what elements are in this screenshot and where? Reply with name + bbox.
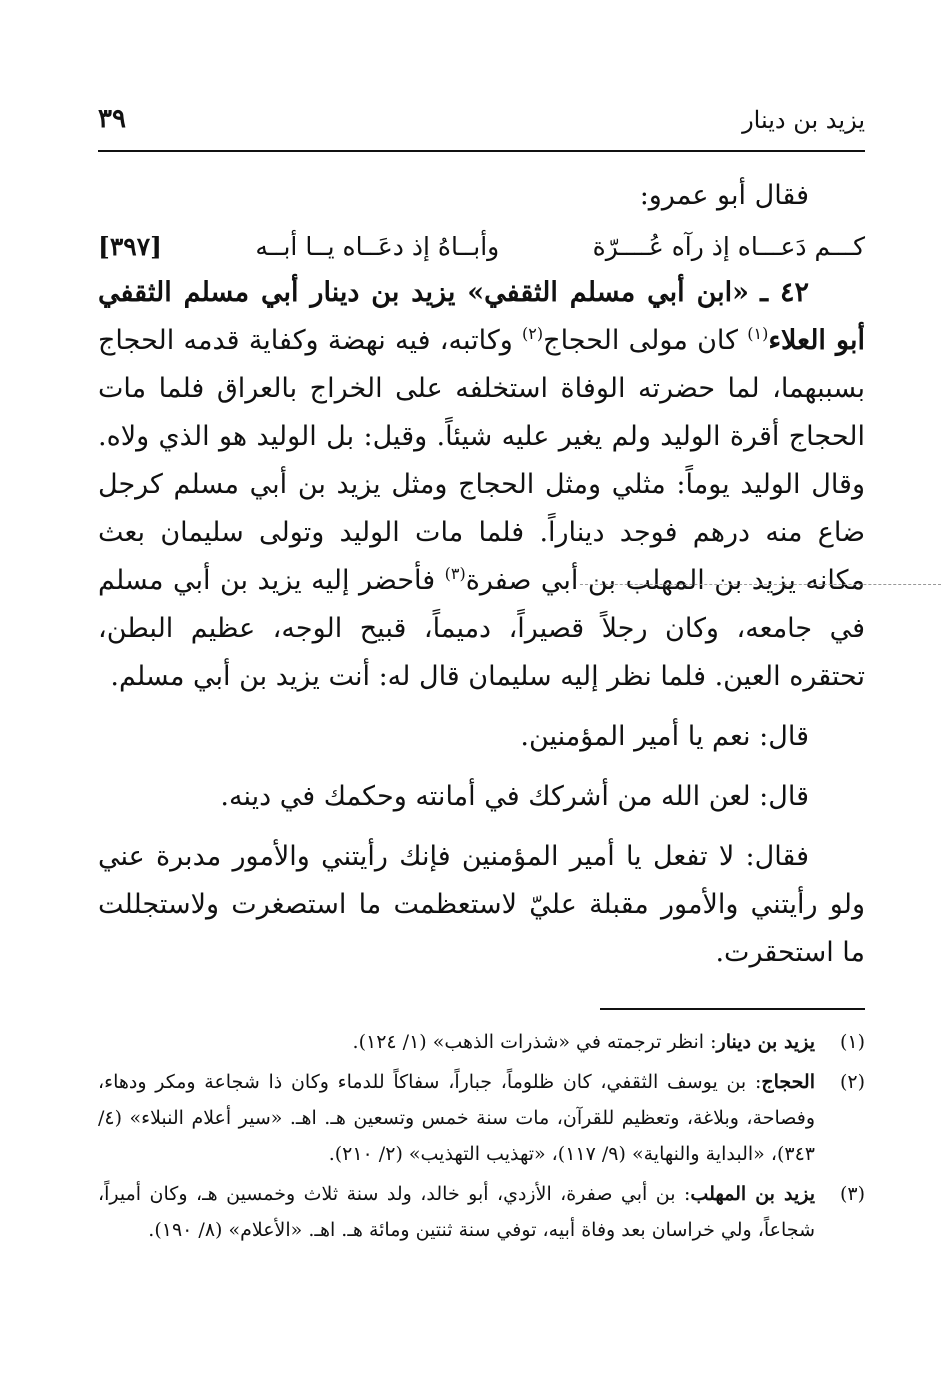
footnote-ref-3[interactable]: (٣) bbox=[444, 564, 466, 583]
verse-first-hemistich: كـــم دَعـــاه إذ رآه عُــــرّة bbox=[592, 232, 865, 261]
footnote-body: : بن أبي صفرة، الأزدي، أبو خالد، ولد سنة ثلاث وخمسين هـ، وكان أميراً، شجاعاً، ولي خراسان بعد وفاة أبيه، توفي سنة ثنتين ومائة هـ. اهـ. «الأعلام» (٨/ ١٩٠). bbox=[98, 1183, 815, 1241]
footnote-rule bbox=[600, 1008, 865, 1010]
running-header bbox=[98, 100, 865, 150]
entry-text-b: وكاتبه، فيه نهضة وكفاية قدمه الحجاج بسببهما، لما حضرته الوفاة استخلفه على الخراج بالعراق فلما مات الحجاج أقرة الوليد ولم يغير عليه شيئاً. وقيل: بل الوليد هو الذي ولاه. وقال الوليد يوماً: مثلي ومثل الحجاج ومثل يزيد بن أبي مسلم كرجل ضاع منه درهم فوجد ديناراً. فلما مات الوليد وتولى سليمان بعث مكانه يزيد بن المهلب بن أبي صفرة bbox=[98, 325, 865, 596]
footnote-text bbox=[98, 1024, 815, 1060]
page-number: ٣٩ bbox=[98, 104, 126, 134]
entry-paragraph bbox=[98, 269, 865, 701]
dialogue-line-2: قال: لعن الله من أشركك في أمانته وحكمك في دينه. bbox=[220, 781, 809, 812]
footnote-ref-1[interactable]: (١) bbox=[747, 324, 769, 343]
footnote bbox=[98, 1024, 865, 1060]
footnote-body: : انظر ترجمته في «شذرات الذهب» (١/ ١٢٤). bbox=[352, 1031, 717, 1053]
running-title: يزيد بن دينار bbox=[742, 106, 865, 134]
poetry-verse bbox=[98, 232, 865, 261]
footnote-name: الحجاج bbox=[761, 1071, 815, 1093]
entry-number: ٤٢ ـ bbox=[760, 277, 809, 308]
footnote-number: (٢) bbox=[839, 1071, 865, 1093]
dialogue-line-1: قال: نعم يا أمير المؤمنين. bbox=[520, 721, 809, 752]
entry-text-a: كان مولى الحجاج bbox=[543, 325, 748, 356]
footnote-ref-2[interactable]: (٢) bbox=[522, 324, 544, 343]
footnote-text bbox=[98, 1064, 815, 1172]
footnote bbox=[98, 1064, 865, 1172]
intro-line: فقال أبو عمرو: bbox=[639, 180, 809, 211]
footnote-number: (١) bbox=[839, 1031, 865, 1053]
footnote bbox=[98, 1176, 865, 1248]
main-text bbox=[98, 172, 865, 977]
dialogue-line-3: فقال: لا تفعل يا أمير المؤمنين فإنك رأيتني والأمور مدبرة عني ولو رأيتني والأمور مقبلة عليّ لاستعظمت ما استصغرت ولاستجللت ما استحقرت. bbox=[98, 841, 865, 968]
entry-text-c: فأحضر إليه يزيد بن أبي مسلم في جامعه، وكان رجلاً قصيراً، دميماً، قبيح الوجه، عظيم البطن، تحتقره العين. فلما نظر إليه سليمان قال له: أنت يزيد بن أبي مسلم. bbox=[98, 565, 865, 692]
verse-second-hemistich: وأبــاهُ إذ دعَــاه يــا أبــه bbox=[255, 232, 500, 261]
footnote-name: يزيد بن دينار bbox=[716, 1031, 815, 1053]
footnotes bbox=[98, 1024, 865, 1252]
scan-crease-line bbox=[580, 584, 941, 585]
header-rule bbox=[98, 150, 865, 152]
entry-heading: «ابن أبي مسلم الثقفي» يزيد بن دينار أبي مسلم الثقفي أبو العلاء bbox=[98, 277, 865, 356]
footnote-number: (٣) bbox=[839, 1183, 865, 1205]
footnote-name: يزيد بن المهلب bbox=[690, 1183, 815, 1205]
footnote-text bbox=[98, 1176, 815, 1248]
verse-reference-number: [٣٩٧] bbox=[98, 232, 162, 261]
footnote-body: : بن يوسف الثقفي، كان ظلوماً، جباراً، سفاكاً للدماء وكان ذا شجاعة ومكر ودهاء، وفصاحة، وبلاغة، وتعظيم للقرآن، مات سنة خمس وتسعين هـ. اهـ. «سير أعلام النبلاء» (٤/ ٣٤٣)، «البداية والنهاية» (٩/ ١١٧)، «تهذيب التهذيب» (٢/ ٢١٠). bbox=[98, 1071, 815, 1165]
